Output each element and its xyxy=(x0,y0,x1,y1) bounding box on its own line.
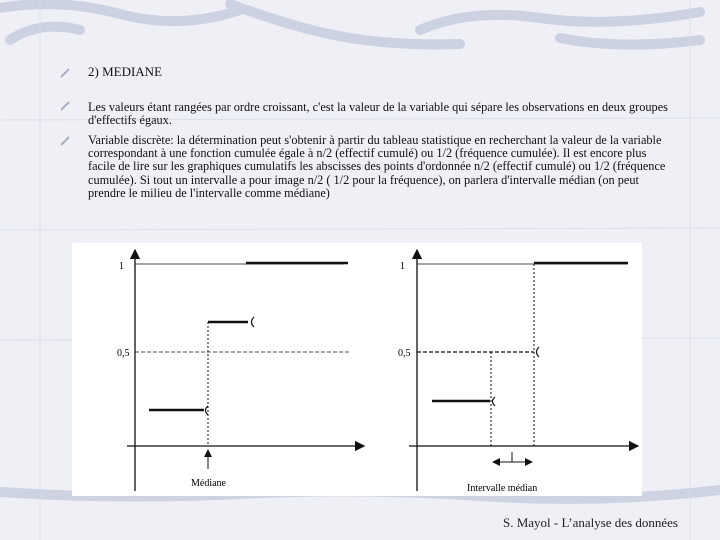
left-y-label-half: 0,5 xyxy=(117,348,130,359)
right-y-label-1: 1 xyxy=(400,261,405,272)
right-step-low-open-end xyxy=(493,397,496,406)
footer-author: S. Mayol - L’analyse des données xyxy=(503,515,678,530)
paragraph-discrete-variable: Variable discrète: la détermination peut s'obtenir à partir du tableau statistique en recherchant la valeur de la variable correspondant à une fonction cumulée égale à n/2 (effectif cumulé) ou 1/2 (fréquence cumulée). Il est encore plus facile de lire sur les graphiques cumulatifs les abscisses des points d'ordonnée n/2 (effectif cumulé) ou 1/2 (fréquence cumulée). Si tout un intervalle a pour image n/2 ( 1/2 pour la fréquence), on parlera d'intervalle médian (on peut prendre le milieu de l'intervalle comme médiane) xyxy=(88,133,666,200)
right-chart xyxy=(398,250,638,494)
bullet-icon xyxy=(60,68,70,78)
cumulative-graphs-figure xyxy=(72,243,642,496)
bullet-icon xyxy=(60,101,70,111)
bullet-icon xyxy=(60,136,70,146)
cumulative-graphs-svg xyxy=(72,243,642,496)
right-step-mid-open-end xyxy=(537,347,540,357)
right-y-label-half: 0,5 xyxy=(398,348,411,359)
paragraph-definition: Les valeurs étant rangées par ordre croissant, c'est la valeur de la variable qui sépare les observations en deux groupes d'effectifs égaux. xyxy=(88,100,668,128)
right-x-label-interval: Intervalle médian xyxy=(467,483,538,494)
section-title: 2) MEDIANE xyxy=(88,64,163,79)
left-chart xyxy=(117,250,364,491)
left-x-label-mediane: Médiane xyxy=(191,478,226,489)
left-step-mid-open-end xyxy=(252,317,255,327)
left-y-label-1: 1 xyxy=(119,261,124,272)
